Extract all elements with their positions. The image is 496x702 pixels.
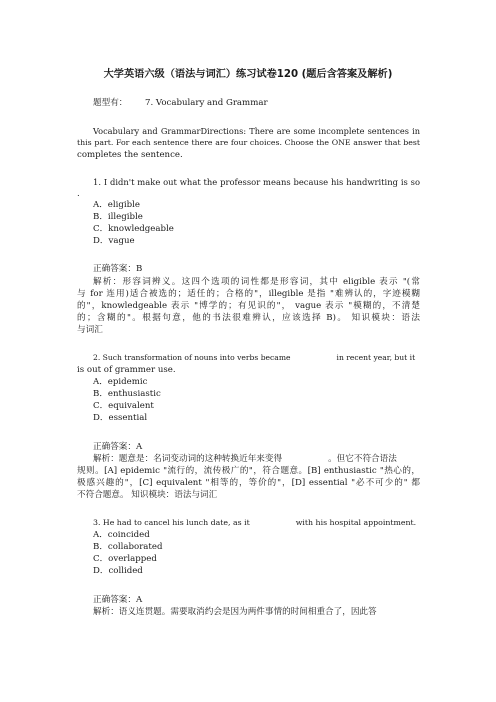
q2-option-c: C．equivalent xyxy=(93,401,154,411)
q3-analysis-1: 解析：语义连贯题。需要取消约会是因为两件事情的时间相重合了，因此答 xyxy=(93,607,377,617)
q2-analysis-2: 规则。[A] epidemic "流行的，流传极广的"，符合题意。[B] enthusiastic "热心的， xyxy=(77,466,420,476)
q1-analysis-4: 的；含糊的"。根据句意，他的书法很难辨认，应该选择 B)。 知识模块：语法 xyxy=(77,313,420,323)
q1-option-c: C．knowledgeable xyxy=(93,224,174,234)
q1-stem: 1. I didn't make out what the professor means because his handwriting is so xyxy=(93,177,420,187)
q2-option-a: A．epidemic xyxy=(93,377,148,387)
q2-option-b: B．enthusiastic xyxy=(93,389,161,399)
q1-option-b: B．illegible xyxy=(93,212,143,222)
intro-line-1: Vocabulary and GrammarDirections: There are some incomplete sentences in xyxy=(93,126,420,136)
q3-stem-part-a: 3. He had to cancel his lunch date, as it xyxy=(93,518,250,527)
q1-analysis-3: 的"，knowledgeable 表示 "博学的；有见识的"， vague 表示 "模糊的，不清楚 xyxy=(77,301,420,311)
q2-stem xyxy=(93,352,420,364)
q1-analysis-5: 与词汇 xyxy=(77,325,103,335)
intro-line-3: completes the sentence. xyxy=(77,150,183,160)
q2-analysis-4: 不符合题意。 知识模块：语法与词汇 xyxy=(77,490,218,500)
document-title: 大学英语六级（语法与词汇）练习试卷120 (题后含答案及解析) xyxy=(103,69,393,80)
q2-stem-part-b: in recent year, but it xyxy=(336,353,416,362)
q3-stem-part-b: with his hospital appointment. xyxy=(295,518,417,527)
q1-option-d: D．vague xyxy=(93,236,135,246)
q2-option-d: D．essential xyxy=(93,413,148,423)
q3-answer: 正确答案：A xyxy=(93,595,143,605)
q2-stem-part-a: 2. Such transformation of nouns into verbs became xyxy=(93,353,291,362)
q2-analysis-part-a: 解析：题意是：名词变动词的这种转换近年来变得 xyxy=(93,454,283,464)
q1-answer: 正确答案：B xyxy=(93,264,143,274)
q1-option-a: A．eligible xyxy=(93,200,140,210)
q3-stem xyxy=(93,517,420,529)
question-type-line xyxy=(93,97,436,109)
intro-line-2: this part. For each sentence there are four choices. Choose the ONE answer that best xyxy=(77,138,420,147)
q1-analysis-2: 与 for 连用)适合被选的；适任的；合格的"，illegible 是指 "难辨认的，字迹模糊 xyxy=(77,289,420,299)
question-type-label: 题型有： xyxy=(93,98,128,108)
q3-option-c: C．overlapped xyxy=(93,554,157,564)
q1-analysis-1: 解析：形容词辨义。这四个选项的词性都是形容词，其中 eligible 表示 "(常 xyxy=(93,277,420,287)
q1-stem-end: . xyxy=(77,189,80,199)
q3-option-a: A．coincided xyxy=(93,530,150,540)
q2-analysis-3: 极感兴趣的"，[C] equivalent "相等的，等价的"，[D] essential "必不可少的" 都 xyxy=(77,478,420,488)
q3-option-b: B．collaborated xyxy=(93,542,163,552)
q2-analysis-1 xyxy=(93,453,420,465)
q2-answer: 正确答案：A xyxy=(93,442,143,452)
q2-analysis-part-b: 。但它不符合语法 xyxy=(328,454,397,464)
question-type-value: 7. Vocabulary and Grammar xyxy=(145,98,268,108)
q2-stem-end: is out of grammer use. xyxy=(77,365,176,375)
q3-option-d: D．collided xyxy=(93,566,143,576)
